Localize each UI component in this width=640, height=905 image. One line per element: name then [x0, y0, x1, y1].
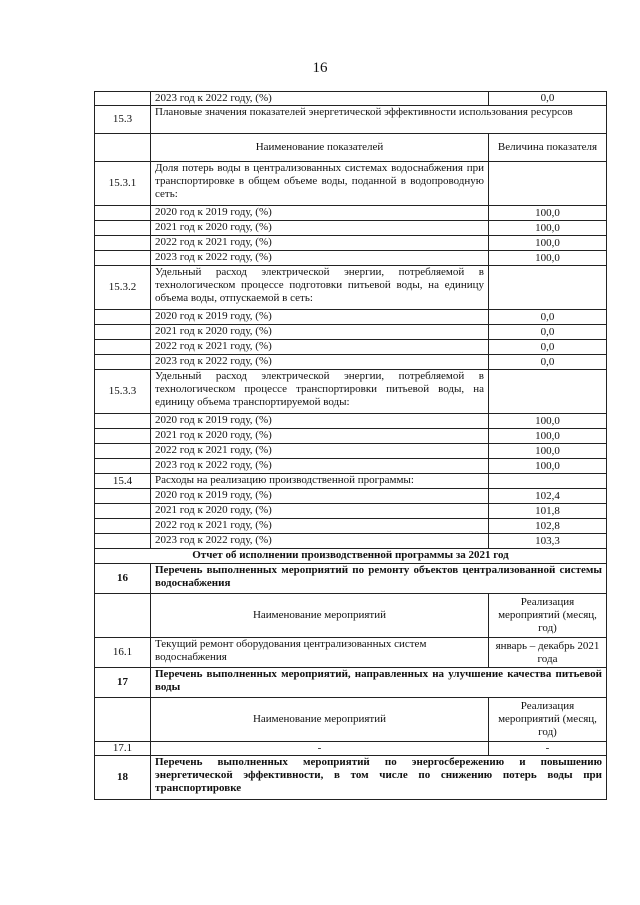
column-header-name: Наименование мероприятий [151, 698, 489, 742]
row-value: 0,0 [489, 325, 607, 340]
table-row-item [95, 310, 607, 325]
table-row-item [95, 489, 607, 504]
row-label: 2020 год к 2019 году, (%) [151, 489, 489, 504]
row-title: Перечень выполненных мероприятий, направленных на улучшение качества питьевой воды [151, 668, 607, 698]
row-label: 2023 год к 2022 году, (%) [151, 459, 489, 474]
indicator-name: Удельный расход электрической энергии, потребляемой в технологическом процессе транспортировки питьевой воды, на единицу объема транспортируемой воды: [151, 370, 489, 414]
row-number: 17.1 [95, 742, 151, 756]
row-number [95, 698, 151, 742]
table-row-item [95, 414, 607, 429]
row-value: 0,0 [489, 92, 607, 106]
row-number [95, 340, 151, 355]
table-row-item [95, 325, 607, 340]
row-number: 15.3.3 [95, 370, 151, 414]
row-value: 0,0 [489, 355, 607, 370]
row-number [95, 459, 151, 474]
row-label: - [151, 742, 489, 756]
row-number: 18 [95, 756, 151, 800]
table-row-title [95, 668, 607, 698]
row-label: 2023 год к 2022 году, (%) [151, 251, 489, 266]
row-label: 2023 год к 2022 году, (%) [151, 534, 489, 549]
row-number [95, 504, 151, 519]
row-title: Перечень выполненных мероприятий по ремонту объектов централизованной системы водоснабжения [151, 564, 607, 594]
production-program-table [94, 91, 607, 800]
row-value: 102,4 [489, 489, 607, 504]
row-label: Текущий ремонт оборудования централизованных систем водоснабжения [151, 638, 489, 668]
row-label: 2021 год к 2020 году, (%) [151, 504, 489, 519]
row-title: Перечень выполненных мероприятий по энергосбережению и повышению энергетической эффективности, в том числе по снижению потерь воды при транспортировке [151, 756, 607, 800]
row-number [95, 429, 151, 444]
column-header-value: Величина показателя [489, 134, 607, 162]
row-value: 103,3 [489, 534, 607, 549]
indicator-name: Расходы на реализацию производственной программы: [151, 474, 489, 489]
table-row-item [95, 504, 607, 519]
row-number [95, 206, 151, 221]
row-number [95, 444, 151, 459]
row-value: 102,8 [489, 519, 607, 534]
table-row-group [95, 266, 607, 310]
table-row-section [95, 549, 607, 564]
row-value: 100,0 [489, 206, 607, 221]
table-row-header [95, 698, 607, 742]
row-label: 2021 год к 2020 году, (%) [151, 325, 489, 340]
table-row-item [95, 742, 607, 756]
row-value: 100,0 [489, 459, 607, 474]
table-row-title [95, 564, 607, 594]
row-value: 100,0 [489, 236, 607, 251]
row-value: 100,0 [489, 414, 607, 429]
row-number [95, 251, 151, 266]
row-label: 2021 год к 2020 году, (%) [151, 221, 489, 236]
table-row-item [95, 92, 607, 106]
indicator-name: Удельный расход электрической энергии, потребляемой в технологическом процессе подготовки питьевой воды, на единицу объема воды, отпускаемой в сеть: [151, 266, 489, 310]
row-number [95, 92, 151, 106]
table-row-item [95, 638, 607, 668]
row-value: 100,0 [489, 221, 607, 236]
row-label: 2020 год к 2019 году, (%) [151, 414, 489, 429]
column-header-name: Наименование мероприятий [151, 594, 489, 638]
row-number [95, 355, 151, 370]
row-number [95, 519, 151, 534]
column-header-value: Реализация мероприятий (месяц, год) [489, 698, 607, 742]
row-number [95, 325, 151, 340]
row-number: 15.3 [95, 106, 151, 134]
row-number [95, 236, 151, 251]
table-row-item [95, 459, 607, 474]
row-value [489, 266, 607, 310]
row-number [95, 534, 151, 549]
row-value: 0,0 [489, 310, 607, 325]
section-heading: Отчет об исполнении производственной программы за 2021 год [95, 549, 607, 564]
row-value: 100,0 [489, 251, 607, 266]
table-row-group [95, 474, 607, 489]
row-value: январь – декабрь 2021 года [489, 638, 607, 668]
row-number [95, 489, 151, 504]
table-row-title [95, 756, 607, 800]
row-label: 2020 год к 2019 году, (%) [151, 206, 489, 221]
table-row-item [95, 429, 607, 444]
table-row-item [95, 340, 607, 355]
table-row-item [95, 519, 607, 534]
row-number [95, 134, 151, 162]
row-value: 100,0 [489, 429, 607, 444]
row-number: 15.3.1 [95, 162, 151, 206]
row-label: 2022 год к 2021 году, (%) [151, 519, 489, 534]
table-row-item [95, 534, 607, 549]
row-number: 17 [95, 668, 151, 698]
table-row-item [95, 444, 607, 459]
row-label: 2021 год к 2020 году, (%) [151, 429, 489, 444]
row-value [489, 162, 607, 206]
row-label: 2020 год к 2019 году, (%) [151, 310, 489, 325]
row-value: 101,8 [489, 504, 607, 519]
table-row-item [95, 221, 607, 236]
row-value: 100,0 [489, 444, 607, 459]
row-value [489, 474, 607, 489]
table-row-item [95, 355, 607, 370]
row-number [95, 414, 151, 429]
table-row-title [95, 106, 607, 134]
row-label: 2023 год к 2022 году, (%) [151, 355, 489, 370]
row-title: Плановые значения показателей энергетической эффективности использования ресурсов [151, 106, 607, 134]
row-number [95, 594, 151, 638]
table-row-group [95, 370, 607, 414]
row-value [489, 370, 607, 414]
row-number [95, 221, 151, 236]
table-row-item [95, 236, 607, 251]
row-value: 0,0 [489, 340, 607, 355]
row-number: 15.3.2 [95, 266, 151, 310]
row-label: 2022 год к 2021 году, (%) [151, 340, 489, 355]
row-number [95, 310, 151, 325]
table-row-item [95, 251, 607, 266]
table-row-item [95, 206, 607, 221]
row-label: 2022 год к 2021 году, (%) [151, 236, 489, 251]
row-number: 15.4 [95, 474, 151, 489]
row-value: - [489, 742, 607, 756]
table-row-header [95, 594, 607, 638]
row-label: 2022 год к 2021 году, (%) [151, 444, 489, 459]
column-header-value: Реализация мероприятий (месяц, год) [489, 594, 607, 638]
row-number: 16 [95, 564, 151, 594]
row-label: 2023 год к 2022 году, (%) [151, 92, 489, 106]
indicator-name: Доля потерь воды в централизованных системах водоснабжения при транспортировке в общем объеме воды, поданной в водопроводную сеть: [151, 162, 489, 206]
row-number: 16.1 [95, 638, 151, 668]
table-row-group [95, 162, 607, 206]
page-number: 16 [312, 60, 328, 76]
table-row-header [95, 134, 607, 162]
column-header-name: Наименование показателей [151, 134, 489, 162]
